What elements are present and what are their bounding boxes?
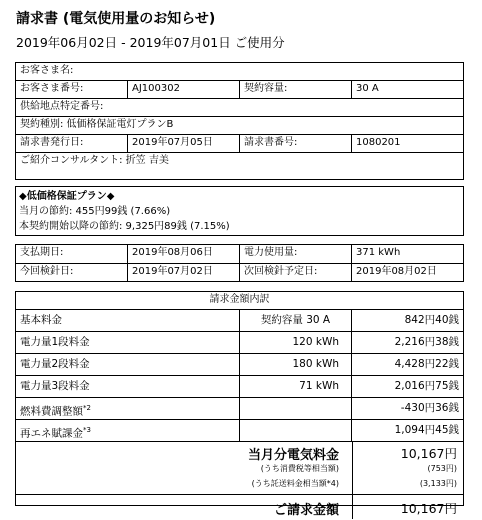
- month-saving: 当月の節約: 455円99銭 (7.66%): [19, 206, 171, 217]
- tax-value: (753円): [427, 464, 457, 473]
- charge-label: 電力量1段料金: [16, 332, 240, 353]
- charge-label: 電力量3段料金: [16, 376, 240, 397]
- charge-qty: [240, 420, 352, 441]
- charge-amount: 2,016円75銭: [394, 380, 459, 392]
- charge-label: 燃料費調整額: [20, 405, 83, 418]
- transmission-label: (うち託送料金相当額*4): [251, 479, 339, 488]
- next-reading-label: 次回検針予定日:: [240, 264, 352, 282]
- charge-amount: 4,428円22銭: [394, 358, 459, 370]
- column-divider: [352, 442, 353, 494]
- supply-point-label: 供給地点特定番号:: [20, 101, 104, 112]
- footnote-mark: *2: [83, 404, 91, 412]
- footnote-mark: *3: [83, 426, 91, 434]
- monthly-charge-summary: [16, 442, 463, 495]
- tax-label: (うち消費税等相当額): [260, 464, 339, 473]
- charge-qty: 71 kWh: [240, 376, 352, 397]
- customer-info-table: [15, 62, 464, 180]
- customer-name-label: お客さま名:: [20, 65, 74, 76]
- invoice-title: 請求書 (電気使用量のお知らせ): [16, 11, 216, 27]
- reading-date-label: 今回検針日:: [16, 264, 128, 282]
- next-reading-value: 2019年08月02日: [356, 266, 437, 277]
- charge-label: 再エネ賦課金: [20, 427, 83, 440]
- consultant: ご紹介コンサルタント: 折笠 吉美: [20, 155, 169, 166]
- payment-date-label: 支払期日:: [16, 245, 128, 263]
- reading-date-value: 2019年07月02日: [128, 264, 240, 282]
- charge-label: 電力量2段料金: [16, 354, 240, 375]
- charge-qty: 契約容量 30 A: [240, 310, 352, 331]
- billing-period: 2019年06月02日 - 2019年07月01日 ご使用分: [16, 35, 285, 50]
- table-row: [16, 376, 463, 398]
- charge-qty: 180 kWh: [240, 354, 352, 375]
- issue-date-label: 請求書発行日:: [16, 135, 128, 152]
- contract-capacity-label: 契約容量:: [240, 81, 352, 98]
- total-saving: 本契約開始以降の節約: 9,325円89銭 (7.15%): [19, 221, 230, 232]
- payment-date-value: 2019年08月06日: [128, 245, 240, 263]
- customer-no-value: AJ100302: [128, 81, 240, 98]
- usage-value: 371 kWh: [356, 247, 401, 258]
- total-row: [16, 495, 463, 519]
- subtotal-label: 当月分電気料金: [247, 448, 339, 463]
- contract-type: 契約種別: 低価格保証電灯プランB: [20, 119, 174, 130]
- usage-label: 電力使用量:: [240, 245, 352, 263]
- plan-heading: ◆低価格保証プラン◆: [19, 191, 115, 202]
- table-row: [16, 398, 463, 420]
- table-row: [16, 420, 463, 442]
- invoice-no-label: 請求書番号:: [240, 135, 352, 152]
- invoice-no-value: 1080201: [356, 137, 401, 148]
- issue-date-value: 2019年07月05日: [128, 135, 240, 152]
- table-row: [16, 332, 463, 354]
- charge-label-wrap: [16, 420, 240, 441]
- charge-qty: 120 kWh: [240, 332, 352, 353]
- contract-capacity-value: 30 A: [356, 83, 379, 94]
- table-row: [16, 354, 463, 376]
- charge-amount: 2,216円38銭: [394, 336, 459, 348]
- plan-savings-box: [15, 186, 464, 236]
- bill-heading: 請求金額内訳: [16, 292, 463, 310]
- column-divider: [352, 495, 353, 519]
- charge-amount: 842円40銭: [404, 314, 459, 326]
- charge-label: 基本料金: [16, 310, 240, 331]
- bill-breakdown-table: [15, 291, 464, 518]
- total-label: ご請求金額: [273, 503, 339, 518]
- total-value: 10,167円: [400, 501, 457, 516]
- charge-qty: [240, 398, 352, 419]
- transmission-value: (3,133円): [419, 479, 457, 488]
- subtotal-value: 10,167円: [400, 446, 457, 461]
- charge-label-wrap: [16, 398, 240, 419]
- table-row: [16, 310, 463, 332]
- charge-amount: 1,094円45銭: [394, 424, 459, 436]
- customer-no-label: お客さま番号:: [16, 81, 128, 98]
- meter-reading-table: [15, 244, 464, 282]
- charge-amount: -430円36銭: [400, 402, 459, 414]
